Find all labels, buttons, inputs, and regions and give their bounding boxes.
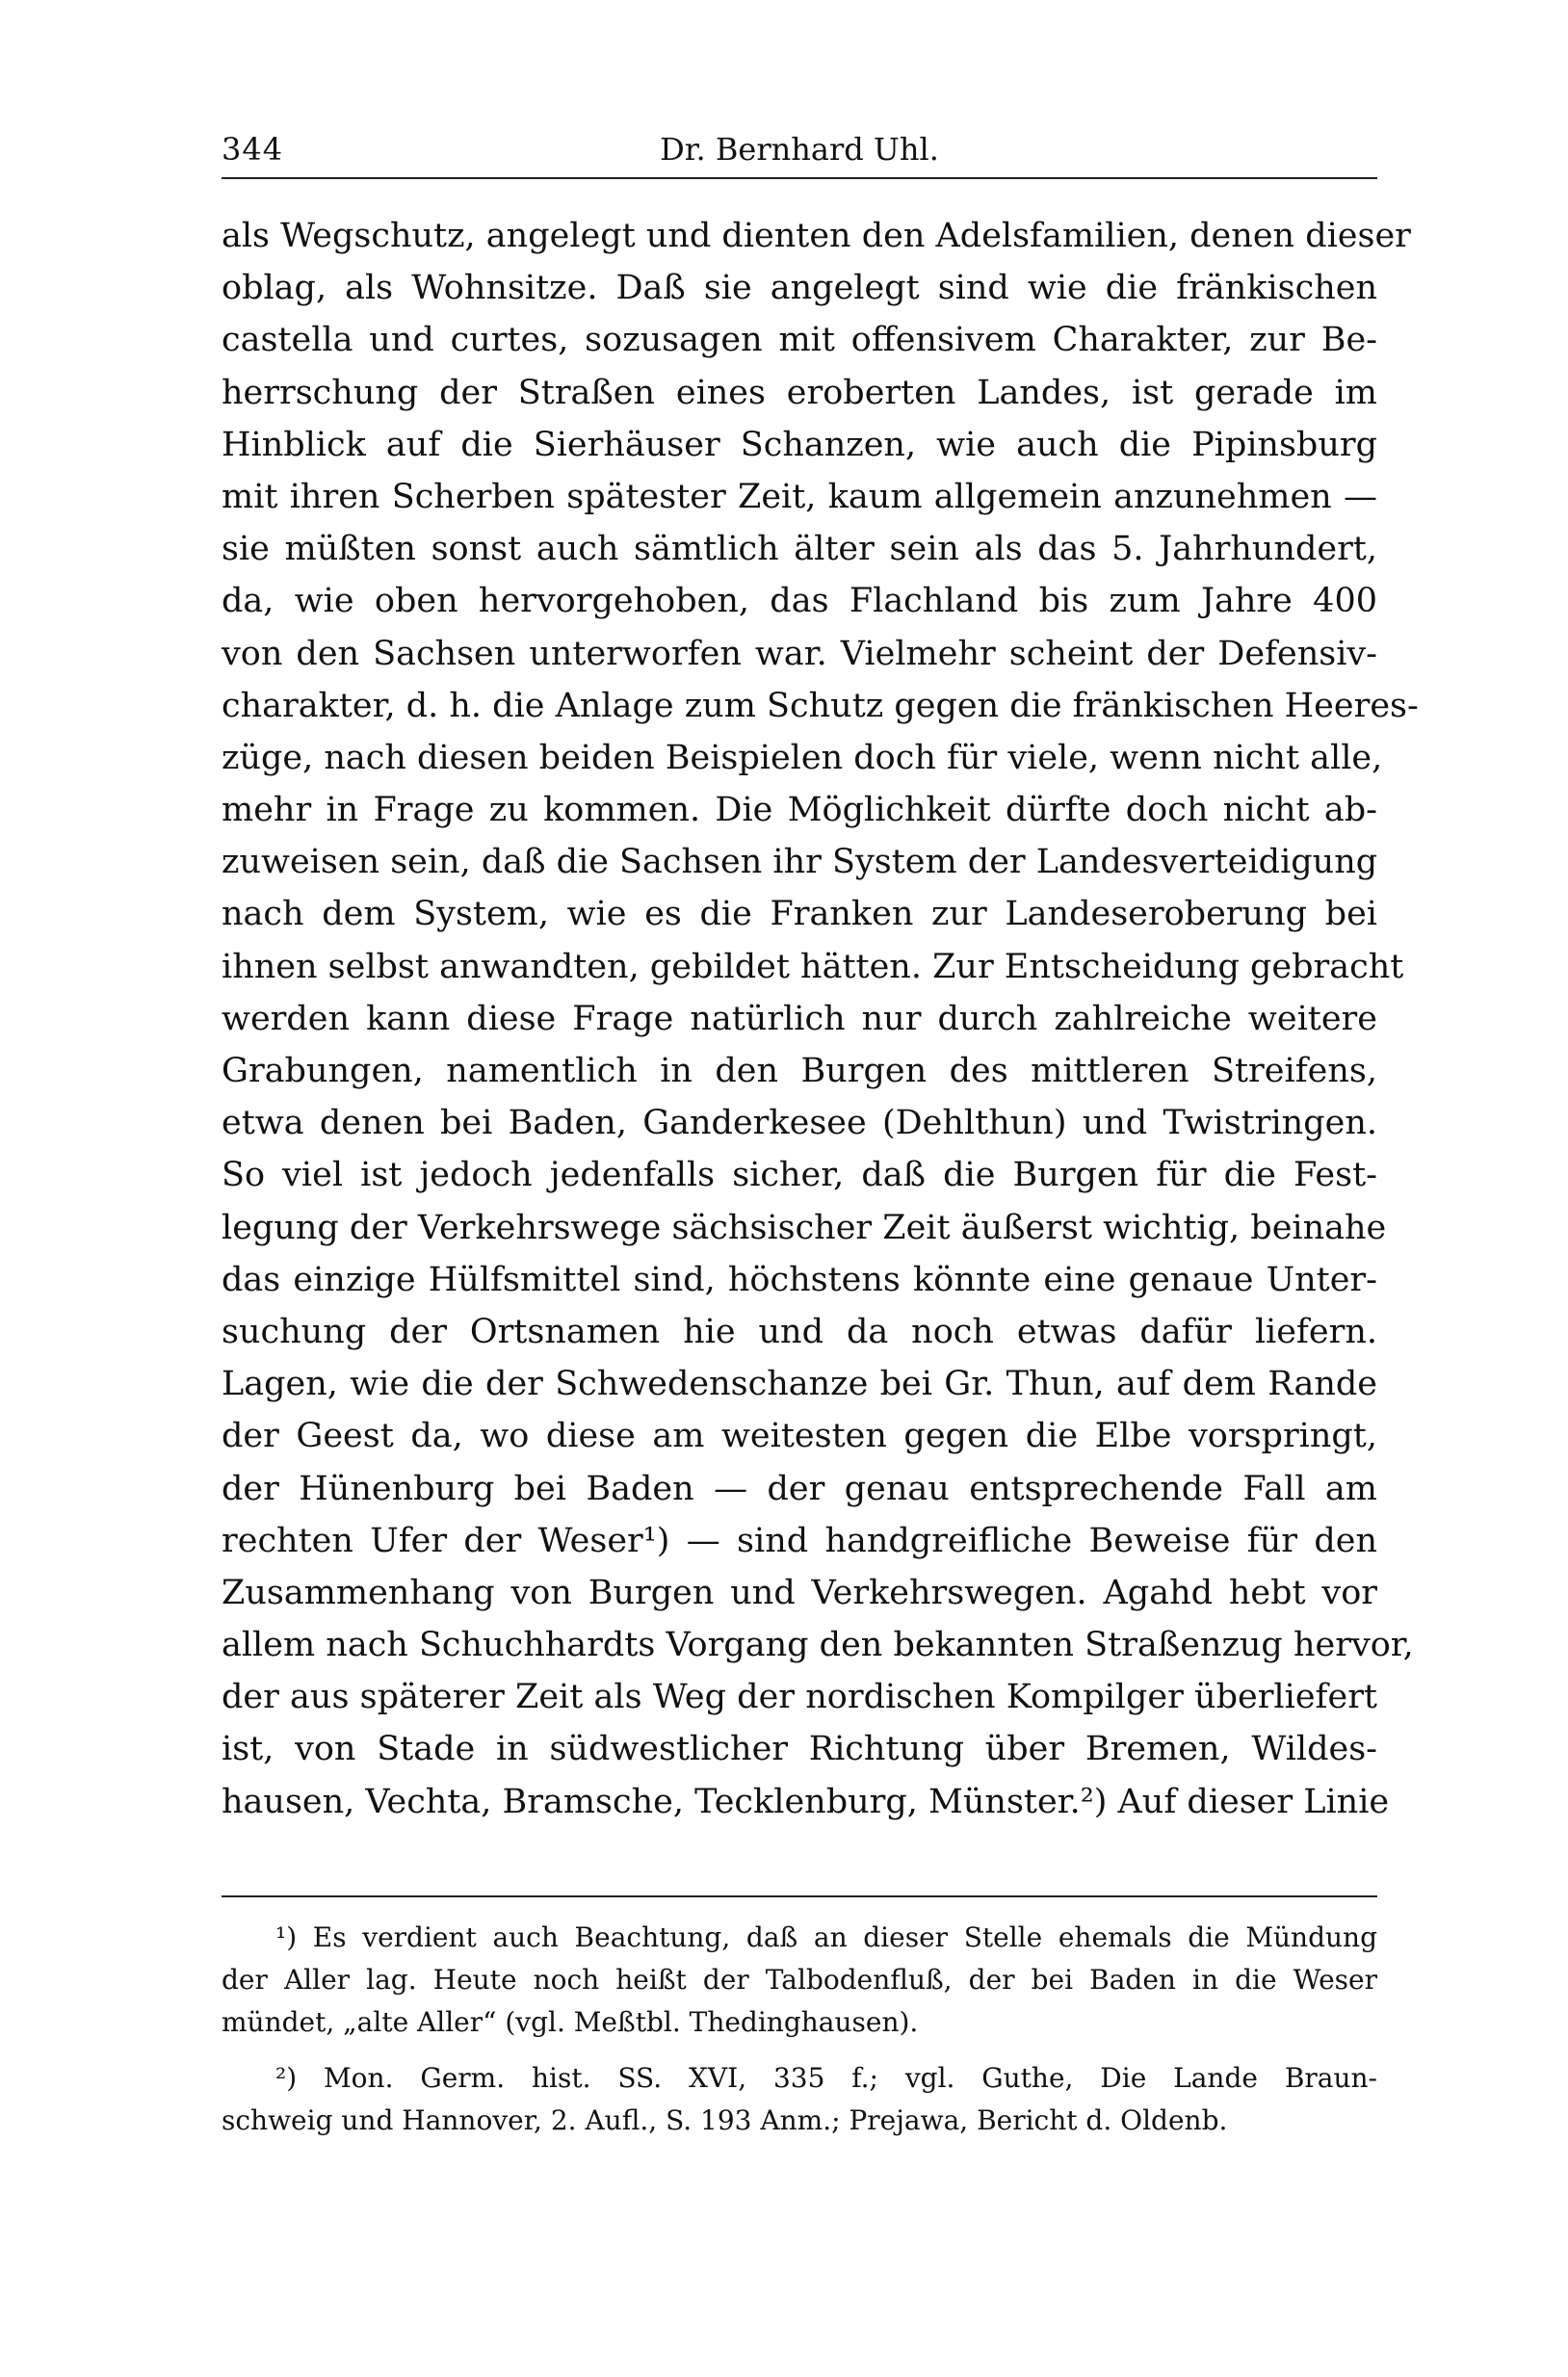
text-line: ist, von Stade in südwestlicher Richtung über Bremen, Wildes-	[222, 1730, 1377, 1769]
text-line: allem nach Schuchhardts Vorgang den bekannten Straßenzug hervor,	[222, 1626, 1414, 1665]
text-line: werden kann diese Frage natürlich nur durch zahlreiche weitere	[222, 999, 1377, 1038]
footnote-2	[222, 2057, 1377, 2142]
text-line: etwa denen bei Baden, Ganderkesee (Dehlthun) und Twistringen.	[222, 1104, 1377, 1143]
footnote-line: der Aller lag. Heute noch heißt der Talbodenfluß, der bei Baden in die Weser	[222, 1964, 1377, 1996]
text-line: der Geest da, wo diese am weitesten gegen die Elbe vorspringt,	[222, 1417, 1377, 1456]
text-line: Zusammenhang von Burgen und Verkehrswegen. Agahd hebt vor	[222, 1573, 1377, 1612]
text-line: ihnen selbst anwandten, gebildet hätten. Zur Entscheidung gebracht	[222, 947, 1404, 986]
text-line: suchung der Ortsnamen hie und da noch etwas dafür liefern.	[222, 1312, 1377, 1351]
text-line: sie müßten sonst auch sämtlich älter sein als das 5. Jahrhundert,	[222, 530, 1377, 569]
text-line: zuweisen sein, daß die Sachsen ihr System der Landesverteidigung	[222, 843, 1378, 882]
text-line: das einzige Hülfsmittel sind, höchstens könnte eine genaue Unter-	[222, 1260, 1377, 1299]
text-line: mehr in Frage zu kommen. Die Möglichkeit dürfte doch nicht ab-	[222, 791, 1377, 830]
text-line: der aus späterer Zeit als Weg der nordischen Kompilger überliefert	[222, 1678, 1377, 1717]
text-line: der Hünenburg bei Baden — der genau entsprechende Fall am	[222, 1469, 1377, 1508]
text-line: charakter, d. h. die Anlage zum Schutz gegen die fränkischen Heeres-	[222, 686, 1419, 725]
footnotes	[222, 1917, 1377, 2142]
text-line: Grabungen, namentlich in den Burgen des mittleren Streifens,	[222, 1052, 1377, 1090]
footnote-line: mündet, „alte Aller“ (vgl. Meßtbl. Thedinghausen).	[222, 2006, 919, 2038]
text-line: legung der Verkehrswege sächsischer Zeit äußerst wichtig, beinahe	[222, 1208, 1387, 1247]
page-header	[222, 131, 1377, 179]
text-line: hausen, Vechta, Bramsche, Tecklenburg, Münster.²) Auf dieser Linie	[222, 1782, 1390, 1821]
text-line: So viel ist jedoch jedenfalls sicher, daß die Burgen für die Fest-	[222, 1156, 1377, 1195]
text-line: Hinblick auf die Sierhäuser Schanzen, wie auch die Pipinsburg	[222, 425, 1377, 464]
text-line: oblag, als Wohnsitze. Daß sie angelegt sind wie die fränkischen	[222, 269, 1377, 308]
footnote-1	[222, 1917, 1377, 2044]
text-line: nach dem System, wie es die Franken zur Landeseroberung bei	[222, 895, 1377, 934]
footnote-divider	[222, 1895, 1377, 1897]
text-line: mit ihren Scherben spätester Zeit, kaum allgemein anzunehmen —	[222, 477, 1377, 516]
running-head: Dr. Bernhard Uhl.	[660, 131, 939, 168]
text-line: da, wie oben hervorgehoben, das Flachland bis zum Jahre 400	[222, 582, 1377, 621]
text-line: castella und curtes, sozusagen mit offensivem Charakter, zur Be-	[222, 321, 1377, 360]
text-line: von den Sachsen unterworfen war. Vielmehr scheint der Defensiv-	[222, 634, 1377, 673]
footnote-line: ²) Mon. Germ. hist. SS. XVI, 335 f.; vgl. Guthe, Die Lande Braun-	[275, 2062, 1377, 2094]
text-line: rechten Ufer der Weser¹) — sind handgreifliche Beweise für den	[222, 1521, 1377, 1560]
footnote-spacer	[222, 2044, 1377, 2057]
text-line: als Wegschutz, angelegt und dienten den Adelsfamilien, denen dieser	[222, 217, 1411, 255]
page-number: 344	[222, 131, 284, 168]
header-divider	[222, 177, 1377, 179]
footnote-line: ¹) Es verdient auch Beachtung, daß an dieser Stelle ehemals die Mündung	[275, 1921, 1377, 1953]
main-text	[222, 210, 1419, 1828]
text-line: herrschung der Straßen eines eroberten Landes, ist gerade im	[222, 373, 1377, 412]
footnote-line: schweig und Hannover, 2. Aufl., S. 193 Anm.; Prejawa, Bericht d. Oldenb.	[222, 2104, 1228, 2136]
text-line: züge, nach diesen beiden Beispielen doch für viele, wenn nicht alle,	[222, 738, 1383, 777]
text-line: Lagen, wie die der Schwedenschanze bei Gr. Thun, auf dem Rande	[222, 1365, 1377, 1404]
